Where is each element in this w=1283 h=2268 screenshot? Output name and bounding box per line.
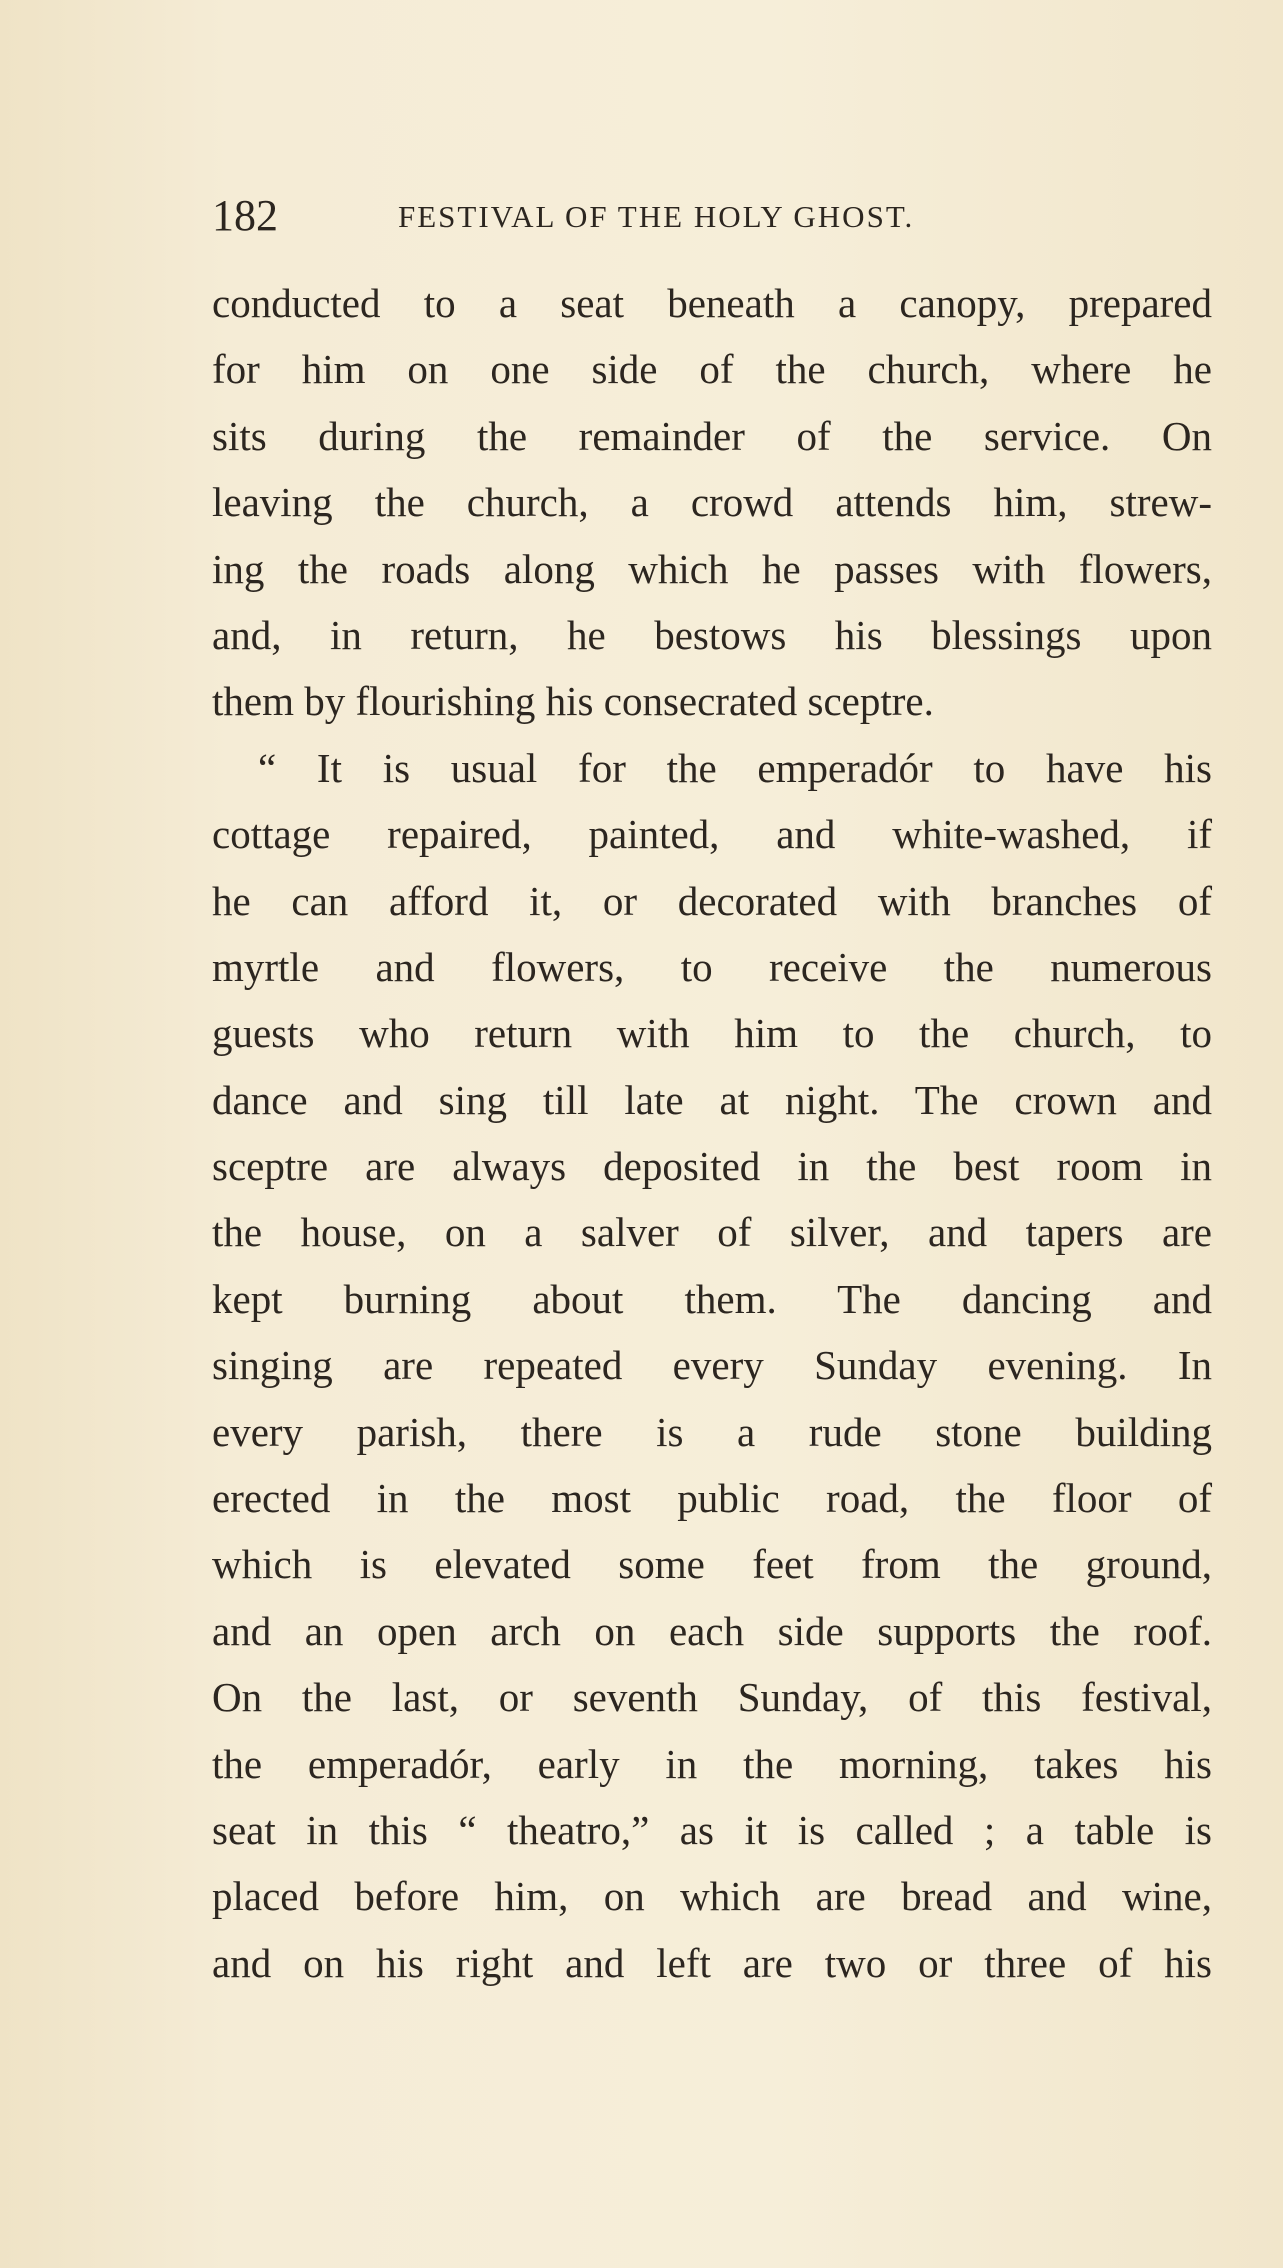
- text-line: myrtle and flowers, to receive the numerous: [212, 943, 1212, 990]
- text-line: and on his right and left are two or three of his: [212, 1939, 1212, 1986]
- body-text: [212, 270, 1212, 1996]
- text-line: On the last, or seventh Sunday, of this festival,: [212, 1674, 1212, 1721]
- text-line: conducted to a seat beneath a canopy, prepared: [212, 280, 1212, 326]
- text-line: erected in the most public road, the floor of: [212, 1475, 1212, 1522]
- running-head: [212, 186, 1212, 246]
- text-line: leaving the church, a crowd attends him, strew-: [212, 479, 1212, 526]
- page-number: 182: [212, 191, 278, 240]
- text-line: cottage repaired, painted, and white-washed, if: [212, 811, 1212, 858]
- text-line: for him on one side of the church, where he: [212, 346, 1212, 393]
- text-line: and an open arch on each side supports the roof.: [212, 1607, 1212, 1654]
- text-line: sceptre are always deposited in the best room in: [212, 1143, 1212, 1190]
- text-line: sits during the remainder of the service. On: [212, 412, 1212, 459]
- text-line: “ It is usual for the emperadór to have his: [258, 744, 1212, 791]
- text-line: guests who return with him to the church, to: [212, 1010, 1212, 1057]
- text-line: kept burning about them. The dancing and: [212, 1275, 1212, 1322]
- text-line: singing are repeated every Sunday evening. In: [212, 1342, 1212, 1389]
- text-line: placed before him, on which are bread and wine,: [212, 1873, 1212, 1920]
- text-line: dance and sing till late at night. The crown and: [212, 1076, 1212, 1123]
- text-line: ing the roads along which he passes with flowers,: [212, 545, 1212, 592]
- text-line: and, in return, he bestows his blessings upon: [212, 611, 1212, 658]
- text-line: every parish, there is a rude stone building: [212, 1408, 1212, 1455]
- text-line: them by flourishing his consecrated sceptre.: [212, 678, 934, 725]
- text-line: seat in this “ theatro,” as it is called ; a table is: [212, 1806, 1212, 1853]
- text-line: which is elevated some feet from the ground,: [212, 1541, 1212, 1588]
- running-title: FESTIVAL OF THE HOLY GHOST.: [398, 199, 915, 234]
- text-line: the house, on a salver of silver, and tapers are: [212, 1209, 1212, 1256]
- text-line: he can afford it, or decorated with branches of: [212, 877, 1212, 924]
- text-line: the emperadór, early in the morning, takes his: [212, 1740, 1212, 1787]
